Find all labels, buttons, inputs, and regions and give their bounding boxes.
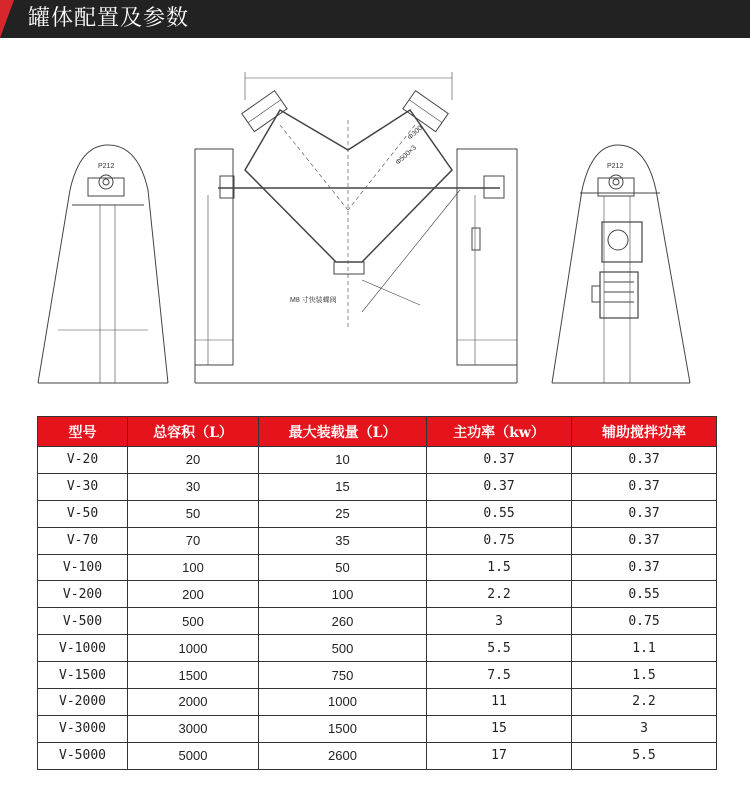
max-load-cell: 2600 <box>259 742 427 769</box>
volume-cell: 20 <box>128 447 259 474</box>
table-row <box>38 581 717 608</box>
main-power-cell: 17 <box>427 742 572 769</box>
aux-power-cell: 0.37 <box>572 447 717 474</box>
aux-power-cell: 1.1 <box>572 635 717 662</box>
dim-dia-label: Φ300 <box>406 124 425 142</box>
model-cell: V-30 <box>38 473 128 500</box>
volume-cell: 1500 <box>128 662 259 689</box>
spec-table-body <box>38 447 717 770</box>
max-load-cell: 750 <box>259 662 427 689</box>
page-title: 罐体配置及参数 <box>28 6 190 31</box>
main-power-cell: 3 <box>427 608 572 635</box>
left-view-label: P212 <box>98 163 115 170</box>
max-load-cell: 260 <box>259 608 427 635</box>
volume-cell: 3000 <box>128 715 259 742</box>
aux-power-cell: 3 <box>572 715 717 742</box>
col-header-main-power: 主功率（kw） <box>427 417 572 447</box>
max-load-cell: 25 <box>259 500 427 527</box>
model-cell: V-70 <box>38 527 128 554</box>
spec-table <box>37 416 717 770</box>
volume-cell: 100 <box>128 554 259 581</box>
col-header-model: 型号 <box>38 417 128 447</box>
main-power-cell: 0.37 <box>427 473 572 500</box>
volume-cell: 500 <box>128 608 259 635</box>
main-power-cell: 1.5 <box>427 554 572 581</box>
main-power-cell: 11 <box>427 689 572 716</box>
main-power-cell: 2.2 <box>427 581 572 608</box>
aux-power-cell: 0.37 <box>572 500 717 527</box>
table-row <box>38 689 717 716</box>
table-row <box>38 608 717 635</box>
volume-cell: 30 <box>128 473 259 500</box>
volume-cell: 5000 <box>128 742 259 769</box>
dim-len-label: Φ500×3 <box>394 144 419 167</box>
volume-cell: 1000 <box>128 635 259 662</box>
col-header-max-load: 最大装载量（L） <box>259 417 427 447</box>
model-cell: V-5000 <box>38 742 128 769</box>
model-cell: V-3000 <box>38 715 128 742</box>
header-accent <box>0 0 14 38</box>
valve-note: M8 寸快装蝶阀 <box>290 297 337 304</box>
max-load-cell: 50 <box>259 554 427 581</box>
table-row <box>38 500 717 527</box>
table-row <box>38 742 717 769</box>
main-power-cell: 0.55 <box>427 500 572 527</box>
spec-table-header-row <box>38 417 717 447</box>
model-cell: V-50 <box>38 500 128 527</box>
table-row <box>38 635 717 662</box>
table-row <box>38 554 717 581</box>
right-side-view <box>552 145 690 383</box>
aux-power-cell: 2.2 <box>572 689 717 716</box>
aux-power-cell: 0.55 <box>572 581 717 608</box>
aux-power-cell: 0.75 <box>572 608 717 635</box>
table-row <box>38 662 717 689</box>
model-cell: V-100 <box>38 554 128 581</box>
volume-cell: 2000 <box>128 689 259 716</box>
volume-cell: 200 <box>128 581 259 608</box>
volume-cell: 70 <box>128 527 259 554</box>
max-load-cell: 35 <box>259 527 427 554</box>
max-load-cell: 500 <box>259 635 427 662</box>
aux-power-cell: 5.5 <box>572 742 717 769</box>
volume-cell: 50 <box>128 500 259 527</box>
table-row <box>38 715 717 742</box>
model-cell: V-1500 <box>38 662 128 689</box>
mixer-technical-drawing <box>0 38 750 410</box>
aux-power-cell: 0.37 <box>572 473 717 500</box>
col-header-aux-power: 辅助搅拌功率 <box>572 417 717 447</box>
table-row <box>38 527 717 554</box>
max-load-cell: 100 <box>259 581 427 608</box>
model-cell: V-1000 <box>38 635 128 662</box>
left-side-view <box>38 145 168 383</box>
model-cell: V-500 <box>38 608 128 635</box>
main-power-cell: 0.37 <box>427 447 572 474</box>
aux-power-cell: 0.37 <box>572 527 717 554</box>
model-cell: V-20 <box>38 447 128 474</box>
main-power-cell: 5.5 <box>427 635 572 662</box>
aux-power-cell: 1.5 <box>572 662 717 689</box>
right-view-label: P212 <box>607 163 624 170</box>
model-cell: V-2000 <box>38 689 128 716</box>
main-power-cell: 15 <box>427 715 572 742</box>
col-header-volume: 总容积（L） <box>128 417 259 447</box>
model-cell: V-200 <box>38 581 128 608</box>
main-power-cell: 0.75 <box>427 527 572 554</box>
max-load-cell: 10 <box>259 447 427 474</box>
max-load-cell: 1000 <box>259 689 427 716</box>
front-view <box>195 72 517 383</box>
aux-power-cell: 0.37 <box>572 554 717 581</box>
main-power-cell: 7.5 <box>427 662 572 689</box>
max-load-cell: 1500 <box>259 715 427 742</box>
max-load-cell: 15 <box>259 473 427 500</box>
table-row <box>38 447 717 474</box>
section-header <box>0 0 750 38</box>
table-row <box>38 473 717 500</box>
